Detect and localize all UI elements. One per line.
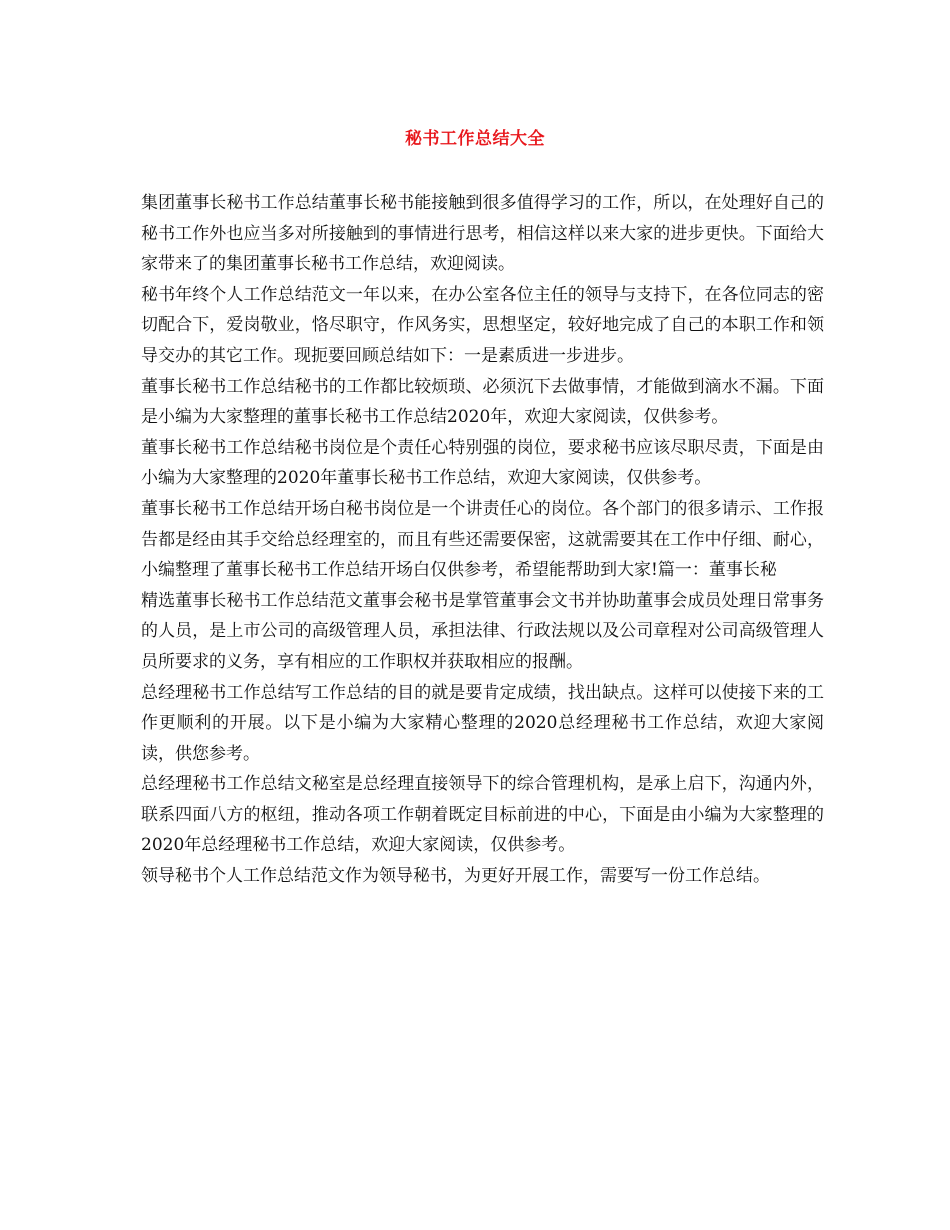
paragraph: 精选董事长秘书工作总结范文董事会秘书是掌管董事会文书并协助董事会成员处理日常事务的人员，是上市公司的高级管理人员，承担法律、行政法规以及公司章程对公司高级管理人员所要求的义务，享有相应的工作职权并获取相应的报酬。 — [141, 590, 824, 672]
paragraph: 董事长秘书工作总结秘书的工作都比较烦琐、必须沉下去做事情，才能做到滴水不漏。下面是小编为大家整理的董事长秘书工作总结2020年，欢迎大家阅读，仅供参考。 — [141, 376, 824, 428]
paragraph: 董事长秘书工作总结秘书岗位是个责任心特别强的岗位，要求秘书应该尽职尽责，下面是由小编为大家整理的2020年董事长秘书工作总结，欢迎大家阅读，仅供参考。 — [141, 437, 824, 489]
document-body — [141, 188, 824, 892]
document-title: 秘书工作总结大全 — [405, 129, 545, 149]
paragraph: 集团董事长秘书工作总结董事长秘书能接触到很多值得学习的工作，所以，在处理好自己的秘书工作外也应当多对所接触到的事情进行思考，相信这样以来大家的进步更快。下面给大家带来了的集团董事长秘书工作总结，欢迎阅读。 — [141, 193, 824, 275]
paragraph: 总经理秘书工作总结文秘室是总经理直接领导下的综合管理机构，是承上启下，沟通内外，联系四面八方的枢纽，推动各项工作朝着既定目标前进的中心，下面是由小编为大家整理的2020年总经理秘书工作总结，欢迎大家阅读，仅供参考。 — [141, 774, 824, 856]
paragraph: 董事长秘书工作总结开场白秘书岗位是一个讲责任心的岗位。各个部门的很多请示、工作报告都是经由其手交给总经理室的，而且有些还需要保密，这就需要其在工作中仔细、耐心，小编整理了董事长秘书工作总结开场白仅供参考，希望能帮助到大家!篇一：董事长秘 — [141, 498, 824, 581]
paragraph: 秘书年终个人工作总结范文一年以来，在办公室各位主任的领导与支持下，在各位同志的密切配合下，爱岗敬业，恪尽职守，作风务实，思想坚定，较好地完成了自己的本职工作和领导交办的其它工作。现扼要回顾总结如下：一是素质进一步进步。 — [141, 284, 824, 366]
paragraph: 总经理秘书工作总结写工作总结的目的就是要肯定成绩，找出缺点。这样可以使接下来的工作更顺利的开展。以下是小编为大家精心整理的2020总经理秘书工作总结，欢迎大家阅读，供您参考。 — [141, 682, 824, 764]
paragraph: 领导秘书个人工作总结范文作为领导秘书，为更好开展工作，需要写一份工作总结。 — [141, 866, 770, 887]
